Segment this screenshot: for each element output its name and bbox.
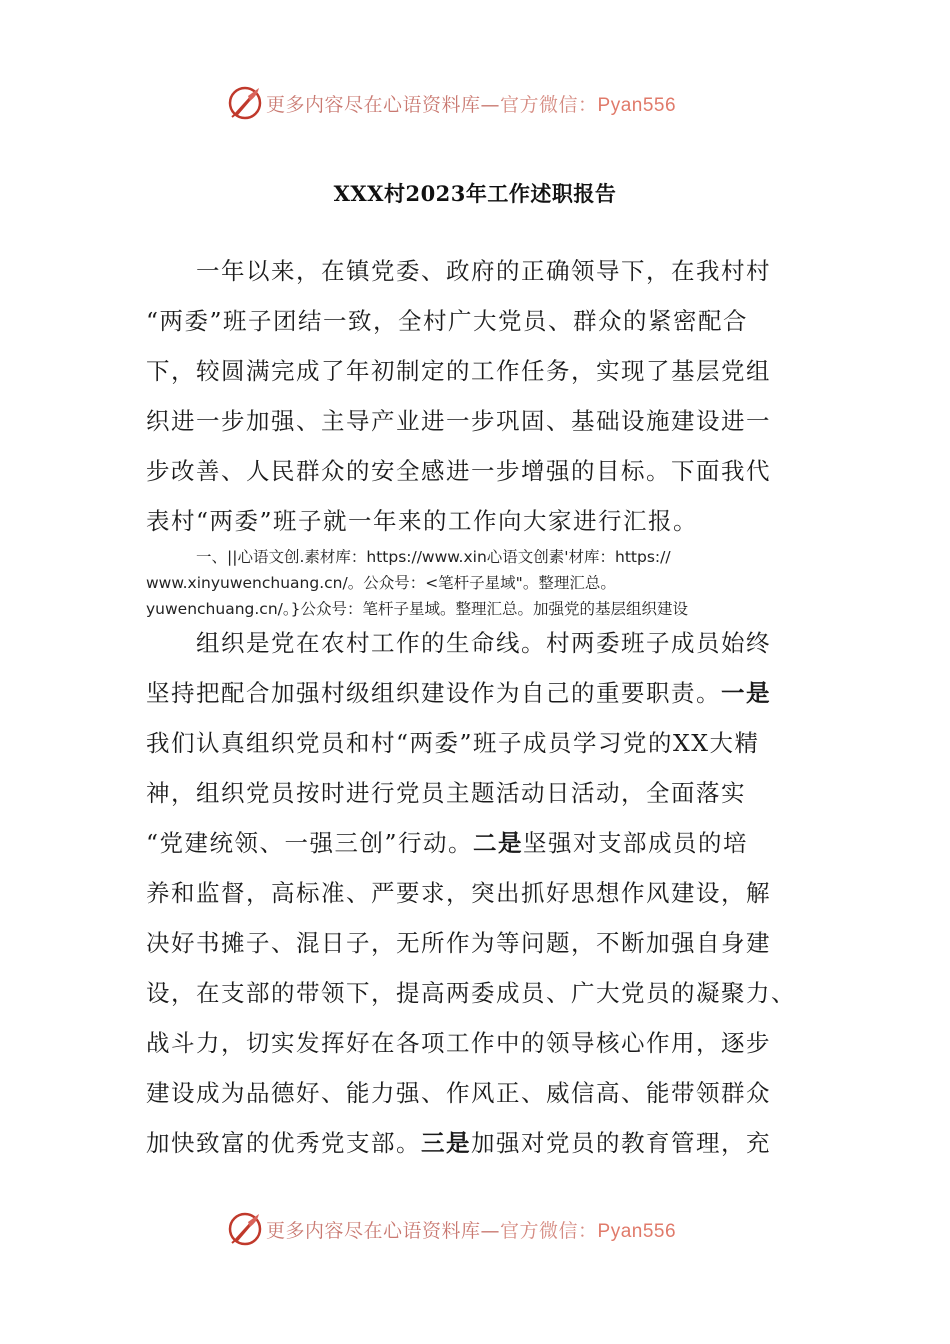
bold-marker: 三是 (421, 1129, 471, 1157)
text-line (146, 668, 806, 718)
watermark-wechat-id: Pyan556 (597, 1221, 677, 1242)
text-line: 神，组织党员按时进行党员主题活动日活动，全面落实 (146, 779, 746, 807)
text-span: 坚持把配合加强村级组织建设作为自己的重要职责。 (146, 679, 721, 707)
text-line: 表村“两委”班子就一年来的工作向大家进行汇报。 (146, 507, 699, 535)
watermark-wechat-label: 官方微信： (500, 1220, 598, 1242)
text-line: 我们认真组织党员和村“两委”班子成员学习党的XX大精 (146, 729, 760, 757)
watermark-wechat-id: Pyan556 (597, 95, 677, 116)
intro-paragraph (146, 246, 806, 546)
bold-marker: 一是 (721, 679, 771, 707)
text-line: “两委”班子团结一致，全村广大党员、群众的紧密配合 (146, 307, 749, 335)
text-line: 织进一步加强、主导产业进一步巩固、基础设施建设进一 (146, 407, 771, 435)
watermark-text: 更多内容尽在心语资料库— (266, 94, 501, 116)
section-heading-noise (146, 544, 826, 622)
text-line: 决好书摊子、混日子，无所作为等问题，不断加强自身建 (146, 929, 771, 957)
text-line: 设，在支部的带领下，提高两委成员、广大党员的凝聚力、 (146, 979, 796, 1007)
text-line (146, 818, 806, 868)
text-line: 组织是党在农村工作的生命线。村两委班子成员始终 (196, 629, 771, 657)
noise-line: yuwenchuang.cn/。}公众号：笔杆子星域。整理汇总。加强党的基层组织建设 (146, 600, 688, 618)
text-line: 建设成为品德好、能力强、作风正、威信高、能带领群众 (146, 1079, 771, 1107)
document-title: XXX村2023年工作述职报告 (333, 181, 617, 206)
quill-logo-icon (226, 1210, 264, 1248)
watermark-text: 更多内容尽在心语资料库— (266, 1220, 501, 1242)
watermark-banner-top (0, 84, 950, 124)
quill-logo-icon (226, 84, 264, 122)
watermark-wechat-label: 官方微信： (500, 94, 598, 116)
section1-paragraph (146, 618, 806, 1168)
text-span: “党建统领、一强三创”行动。 (146, 829, 474, 857)
noise-line: www.xinyuwenchuang.cn/。公众号：<笔杆子星域"。整理汇总。 (146, 574, 616, 592)
text-line: 战斗力，切实发挥好在各项工作中的领导核心作用，逐步 (146, 1029, 771, 1057)
bold-marker: 二是 (473, 829, 524, 857)
text-span: 坚强对支部成员的培 (523, 829, 749, 857)
text-line: 一年以来，在镇党委、政府的正确领导下，在我村村 (196, 257, 771, 285)
text-line: 下，较圆满完成了年初制定的工作任务，实现了基层党组 (146, 357, 771, 385)
text-span: 加强对党员的教育管理，充 (471, 1129, 771, 1157)
text-line (146, 1118, 806, 1168)
text-line: 步改善、人民群众的安全感进一步增强的目标。下面我代 (146, 457, 771, 485)
text-span: 加快致富的优秀党支部。 (146, 1129, 421, 1157)
text-line: 养和监督，高标准、严要求，突出抓好思想作风建设，解 (146, 879, 771, 907)
noise-line: 一、||心语文创.素材库：https://www.xin心语文创素'材库：https:// (196, 548, 671, 566)
watermark-banner-bottom (0, 1210, 950, 1250)
